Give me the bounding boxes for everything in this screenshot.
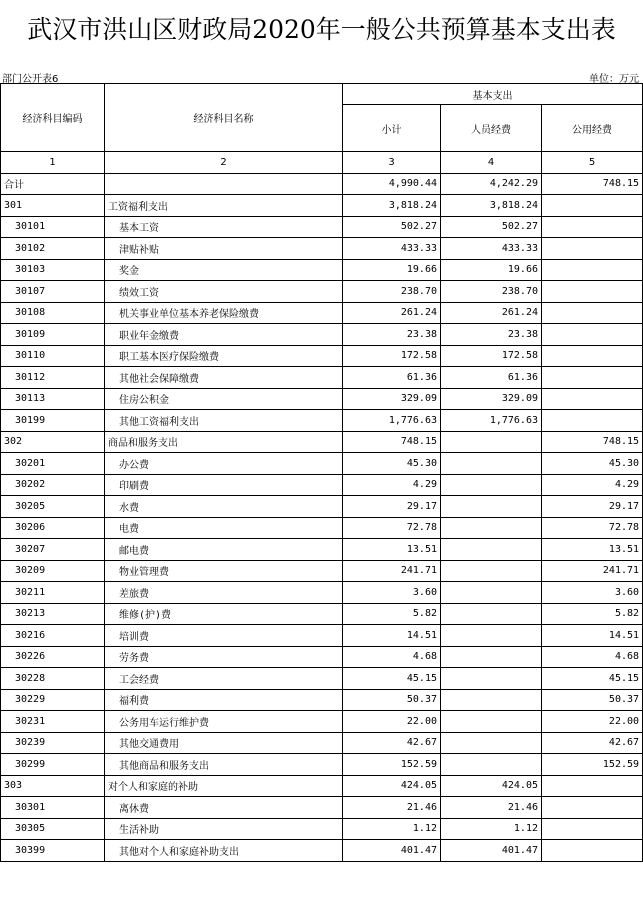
personnel-cell: 3,818.24: [441, 195, 542, 217]
name-cell: 电费: [105, 517, 343, 539]
header-basic: 基本支出: [343, 84, 643, 105]
table-row: [1, 388, 643, 410]
personnel-cell: 23.38: [441, 324, 542, 346]
public-cell: 4.29: [542, 474, 643, 496]
header-personnel: 人员经费: [441, 105, 542, 152]
table-row: [1, 754, 643, 776]
header-name: 经济科目名称: [105, 84, 343, 152]
subtotal-cell: 424.05: [343, 775, 441, 797]
public-cell: [542, 797, 643, 819]
subtotal-cell: 1.12: [343, 818, 441, 840]
personnel-cell: [441, 732, 542, 754]
public-cell: [542, 302, 643, 324]
name-cell: 邮电费: [105, 539, 343, 561]
name-cell: 奖金: [105, 259, 343, 281]
code-cell: 30228: [1, 668, 105, 690]
subtotal-cell: 72.78: [343, 517, 441, 539]
personnel-cell: [441, 517, 542, 539]
code-cell: 30216: [1, 625, 105, 647]
name-cell: 印刷费: [105, 474, 343, 496]
code-cell: 30239: [1, 732, 105, 754]
personnel-cell: 238.70: [441, 281, 542, 303]
public-cell: 3.60: [542, 582, 643, 604]
header-row-1: [1, 84, 643, 105]
code-cell: 303: [1, 775, 105, 797]
name-cell: 津贴补贴: [105, 238, 343, 260]
personnel-cell: 21.46: [441, 797, 542, 819]
code-cell: 30229: [1, 689, 105, 711]
header-subtotal: 小计: [343, 105, 441, 152]
code-cell: 302: [1, 431, 105, 453]
name-cell: 其他社会保障缴费: [105, 367, 343, 389]
personnel-cell: [441, 603, 542, 625]
public-cell: 42.67: [542, 732, 643, 754]
name-cell: 生活补助: [105, 818, 343, 840]
form-number: 部门公开表6: [2, 74, 59, 85]
public-cell: [542, 259, 643, 281]
name-cell: 培训费: [105, 625, 343, 647]
subtotal-cell: 45.30: [343, 453, 441, 475]
table-row: [1, 367, 643, 389]
code-cell: 30201: [1, 453, 105, 475]
code-cell: 30101: [1, 216, 105, 238]
table-row: [1, 345, 643, 367]
header-num-3: 3: [343, 152, 441, 174]
subtotal-cell: 241.71: [343, 560, 441, 582]
public-cell: 22.00: [542, 711, 643, 733]
subtotal-cell: 61.36: [343, 367, 441, 389]
public-cell: [542, 775, 643, 797]
table-row: [1, 732, 643, 754]
personnel-cell: [441, 689, 542, 711]
public-cell: 13.51: [542, 539, 643, 561]
code-cell: 30107: [1, 281, 105, 303]
code-cell: 30226: [1, 646, 105, 668]
subtotal-cell: 4.29: [343, 474, 441, 496]
personnel-cell: 502.27: [441, 216, 542, 238]
subtotal-cell: 502.27: [343, 216, 441, 238]
name-cell: 其他交通费用: [105, 732, 343, 754]
name-cell: 基本工资: [105, 216, 343, 238]
subtotal-cell: 1,776.63: [343, 410, 441, 432]
table-row: [1, 474, 643, 496]
code-cell: 30399: [1, 840, 105, 862]
public-cell: [542, 345, 643, 367]
public-cell: [542, 216, 643, 238]
table-row: [1, 625, 643, 647]
table-row: [1, 689, 643, 711]
code-cell: 30103: [1, 259, 105, 281]
personnel-cell: 61.36: [441, 367, 542, 389]
code-cell: 30108: [1, 302, 105, 324]
personnel-cell: 19.66: [441, 259, 542, 281]
subtotal-cell: 152.59: [343, 754, 441, 776]
name-cell: 机关事业单位基本养老保险缴费: [105, 302, 343, 324]
table-row: [1, 517, 643, 539]
public-cell: 748.15: [542, 173, 643, 195]
subtotal-cell: 29.17: [343, 496, 441, 518]
name-cell: 劳务费: [105, 646, 343, 668]
public-cell: [542, 281, 643, 303]
public-cell: 29.17: [542, 496, 643, 518]
name-cell: 水费: [105, 496, 343, 518]
table-row: [1, 281, 643, 303]
personnel-cell: [441, 754, 542, 776]
name-cell: 离休费: [105, 797, 343, 819]
table-row: [1, 324, 643, 346]
name-cell: 工会经费: [105, 668, 343, 690]
table-row: [1, 238, 643, 260]
budget-table: [0, 83, 643, 862]
name-cell: 职工基本医疗保险缴费: [105, 345, 343, 367]
table-row: [1, 453, 643, 475]
public-cell: 50.37: [542, 689, 643, 711]
personnel-cell: [441, 496, 542, 518]
name-cell: 福利费: [105, 689, 343, 711]
header-num-4: 4: [441, 152, 542, 174]
name-cell: 其他商品和服务支出: [105, 754, 343, 776]
subtotal-cell: 172.58: [343, 345, 441, 367]
code-cell: 30202: [1, 474, 105, 496]
subtotal-cell: 50.37: [343, 689, 441, 711]
code-cell: 30199: [1, 410, 105, 432]
table-row: [1, 603, 643, 625]
public-cell: [542, 840, 643, 862]
subtotal-cell: 13.51: [343, 539, 441, 561]
page-title: 武汉市洪山区财政局2020年一般公共预算基本支出表: [27, 15, 616, 44]
table-row: [1, 582, 643, 604]
table-row: [1, 302, 643, 324]
table-row: [1, 410, 643, 432]
name-cell: 绩效工资: [105, 281, 343, 303]
subtotal-cell: 23.38: [343, 324, 441, 346]
public-cell: 14.51: [542, 625, 643, 647]
personnel-cell: 261.24: [441, 302, 542, 324]
name-cell: 对个人和家庭的补助: [105, 775, 343, 797]
personnel-cell: [441, 711, 542, 733]
public-cell: 4.68: [542, 646, 643, 668]
header-num-1: 1: [1, 152, 105, 174]
personnel-cell: [441, 539, 542, 561]
code-cell: 30211: [1, 582, 105, 604]
public-cell: 5.82: [542, 603, 643, 625]
subtotal-cell: 433.33: [343, 238, 441, 260]
personnel-cell: 424.05: [441, 775, 542, 797]
public-cell: 152.59: [542, 754, 643, 776]
unit-label: 单位：万元: [589, 74, 639, 85]
name-cell: 物业管理费: [105, 560, 343, 582]
personnel-cell: 1.12: [441, 818, 542, 840]
code-cell: 30113: [1, 388, 105, 410]
table-row: [1, 173, 643, 195]
public-cell: 748.15: [542, 431, 643, 453]
subtotal-cell: 3,818.24: [343, 195, 441, 217]
table-row: [1, 259, 643, 281]
code-cell: 30209: [1, 560, 105, 582]
public-cell: [542, 195, 643, 217]
name-cell: 其他工资福利支出: [105, 410, 343, 432]
code-cell: 30206: [1, 517, 105, 539]
code-cell: 30213: [1, 603, 105, 625]
subtotal-cell: 5.82: [343, 603, 441, 625]
table-row: [1, 646, 643, 668]
table-row: [1, 216, 643, 238]
personnel-cell: 401.47: [441, 840, 542, 862]
public-cell: [542, 410, 643, 432]
personnel-cell: [441, 560, 542, 582]
name-cell: 办公费: [105, 453, 343, 475]
code-cell: 30110: [1, 345, 105, 367]
table-row: [1, 431, 643, 453]
name-cell: 工资福利支出: [105, 195, 343, 217]
personnel-cell: 172.58: [441, 345, 542, 367]
code-cell: 合计: [1, 173, 105, 195]
personnel-cell: [441, 582, 542, 604]
table-row: [1, 560, 643, 582]
personnel-cell: 433.33: [441, 238, 542, 260]
table-row: [1, 818, 643, 840]
personnel-cell: [441, 668, 542, 690]
table-row: [1, 775, 643, 797]
personnel-cell: 329.09: [441, 388, 542, 410]
public-cell: 241.71: [542, 560, 643, 582]
table-row: [1, 195, 643, 217]
subtotal-cell: 4,990.44: [343, 173, 441, 195]
personnel-cell: [441, 431, 542, 453]
code-cell: 30102: [1, 238, 105, 260]
code-cell: 30231: [1, 711, 105, 733]
name-cell: 公务用车运行维护费: [105, 711, 343, 733]
code-cell: 30207: [1, 539, 105, 561]
table-body: [1, 173, 643, 861]
subtotal-cell: 4.68: [343, 646, 441, 668]
code-cell: 30305: [1, 818, 105, 840]
subtotal-cell: 22.00: [343, 711, 441, 733]
subtotal-cell: 19.66: [343, 259, 441, 281]
public-cell: [542, 367, 643, 389]
personnel-cell: [441, 646, 542, 668]
personnel-cell: 1,776.63: [441, 410, 542, 432]
header-num-5: 5: [542, 152, 643, 174]
personnel-cell: 4,242.29: [441, 173, 542, 195]
public-cell: [542, 818, 643, 840]
subtotal-cell: 238.70: [343, 281, 441, 303]
table-row: [1, 496, 643, 518]
name-cell: 住房公积金: [105, 388, 343, 410]
name-cell: [105, 173, 343, 195]
table-row: [1, 668, 643, 690]
personnel-cell: [441, 625, 542, 647]
subtotal-cell: 45.15: [343, 668, 441, 690]
table-row: [1, 539, 643, 561]
subtotal-cell: 401.47: [343, 840, 441, 862]
header-number-row: [1, 152, 643, 174]
subtotal-cell: 3.60: [343, 582, 441, 604]
subtotal-cell: 329.09: [343, 388, 441, 410]
code-cell: 301: [1, 195, 105, 217]
name-cell: 商品和服务支出: [105, 431, 343, 453]
subtotal-cell: 42.67: [343, 732, 441, 754]
code-cell: 30109: [1, 324, 105, 346]
name-cell: 维修(护)费: [105, 603, 343, 625]
personnel-cell: [441, 474, 542, 496]
subtotal-cell: 748.15: [343, 431, 441, 453]
name-cell: 职业年金缴费: [105, 324, 343, 346]
public-cell: 45.30: [542, 453, 643, 475]
code-cell: 30299: [1, 754, 105, 776]
header-public: 公用经费: [542, 105, 643, 152]
code-cell: 30205: [1, 496, 105, 518]
public-cell: [542, 238, 643, 260]
subtotal-cell: 21.46: [343, 797, 441, 819]
name-cell: 其他对个人和家庭补助支出: [105, 840, 343, 862]
header-code: 经济科目编码: [1, 84, 105, 152]
personnel-cell: [441, 453, 542, 475]
public-cell: [542, 324, 643, 346]
table-row: [1, 711, 643, 733]
table-row: [1, 840, 643, 862]
table-row: [1, 797, 643, 819]
code-cell: 30112: [1, 367, 105, 389]
code-cell: 30301: [1, 797, 105, 819]
public-cell: 72.78: [542, 517, 643, 539]
subtotal-cell: 261.24: [343, 302, 441, 324]
public-cell: [542, 388, 643, 410]
header-num-2: 2: [105, 152, 343, 174]
public-cell: 45.15: [542, 668, 643, 690]
name-cell: 差旅费: [105, 582, 343, 604]
subtotal-cell: 14.51: [343, 625, 441, 647]
